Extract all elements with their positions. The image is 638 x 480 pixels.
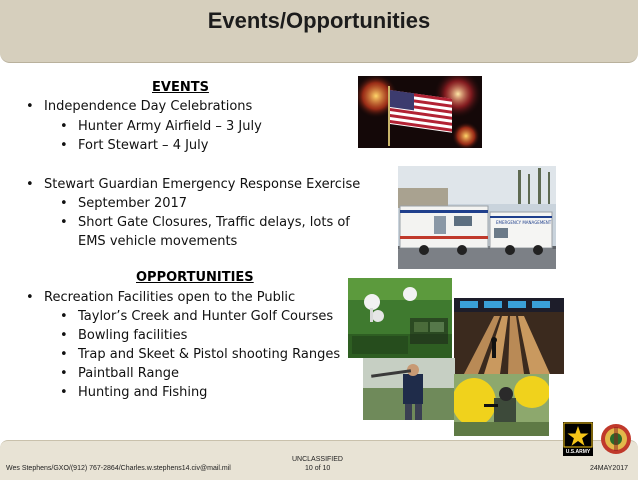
event-subitem-fort-stewart (60, 138, 209, 153)
footer-page-number: 10 of 10 (305, 465, 331, 472)
opportunity-subitem-bowling (60, 328, 188, 343)
event-label: Fort Stewart – 4 July (78, 138, 209, 153)
event-label: EMS vehicle movements (78, 234, 238, 249)
bullet-icon: • (60, 196, 68, 211)
skeet-shooting-photo (363, 358, 455, 420)
events-heading: EVENTS (152, 80, 209, 95)
event-label: Hunter Army Airfield – 3 July (78, 119, 262, 134)
event-label: September 2017 (78, 196, 188, 211)
opportunity-subitem-golf (60, 309, 334, 324)
footer-classification: UNCLASSIFIED (292, 456, 343, 463)
unit-crest-icon (600, 423, 632, 455)
army-star-logo (563, 422, 593, 456)
bullet-icon: • (60, 366, 68, 381)
title-bar (0, 0, 638, 63)
opportunity-item-recreation (26, 290, 296, 305)
bullet-icon: • (60, 215, 68, 230)
event-label: Short Gate Closures, Traffic delays, lots of (78, 215, 350, 230)
bullet-icon: • (26, 177, 34, 192)
event-subitem-gate-closures (60, 215, 350, 230)
event-subitem-hunter (60, 119, 262, 134)
event-label: Stewart Guardian Emergency Response Exercise (44, 177, 361, 192)
bullet-icon: • (60, 138, 68, 153)
event-item-stewart-guardian (26, 177, 361, 192)
footer-date: 24MAY2017 (590, 465, 629, 472)
event-subitem-september (60, 196, 188, 211)
footer-contact: Wes Stephens/GXO/(912) 767-2864/Charles.w.stephens14.civ@mail.mil (6, 465, 231, 472)
opportunities-heading: OPPORTUNITIES (136, 270, 254, 285)
paintball-photo (454, 374, 549, 436)
opportunity-subitem-hunting (60, 385, 208, 400)
footer-bar (0, 440, 638, 480)
opportunity-label: Taylor’s Creek and Hunter Golf Courses (78, 309, 334, 324)
army-logo-text: U.S.ARMY (565, 449, 591, 455)
bullet-icon: • (60, 385, 68, 400)
opportunity-label: Recreation Facilities open to the Public (44, 290, 296, 305)
opportunity-label: Trap and Skeet & Pistol shooting Ranges (78, 347, 341, 362)
bullet-icon: • (60, 347, 68, 362)
bullet-icon: • (60, 119, 68, 134)
event-subitem-ems (78, 234, 237, 249)
opportunity-label: Bowling facilities (78, 328, 188, 343)
event-label: Independence Day Celebrations (44, 99, 253, 114)
slide-title: Events/Opportunities (207, 8, 431, 33)
opportunity-subitem-paintball (60, 366, 179, 381)
emergency-trailer-photo (398, 166, 556, 269)
bullet-icon: • (60, 328, 68, 343)
bowling-alley-photo (454, 298, 564, 374)
opportunity-label: Hunting and Fishing (78, 385, 208, 400)
bullet-icon: • (26, 99, 34, 114)
event-item-independence-day (26, 99, 253, 114)
golf-course-photo (348, 278, 452, 358)
bullet-icon: • (26, 290, 34, 305)
opportunity-subitem-ranges (60, 347, 341, 362)
opportunity-label: Paintball Range (78, 366, 179, 381)
fireworks-flag-photo (358, 76, 482, 148)
bullet-icon: • (60, 309, 68, 324)
trailer-sign-text: EMERGENCY MANAGEMENT (496, 220, 552, 225)
